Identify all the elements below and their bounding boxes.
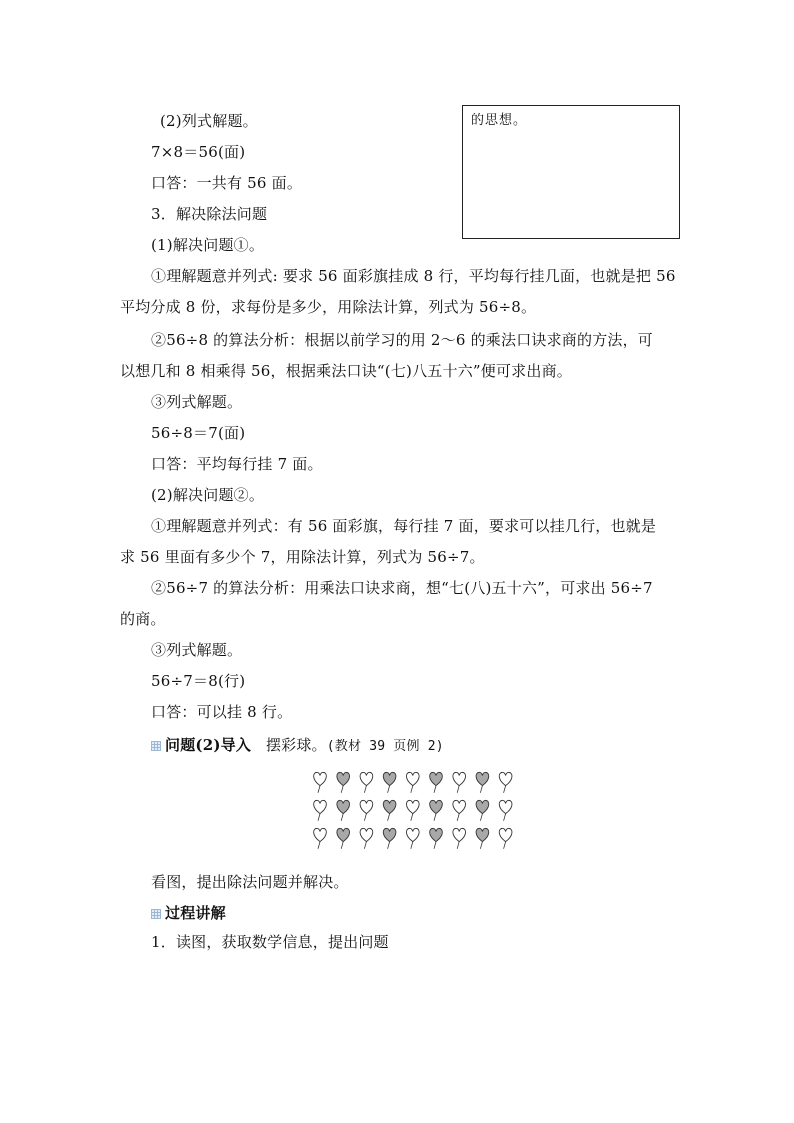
balloon-icon	[453, 828, 466, 848]
balloon-icon	[360, 772, 373, 792]
balloon-icon	[360, 828, 373, 848]
balloon-figure	[308, 768, 520, 854]
balloon-icon	[499, 828, 512, 848]
balloon-icon	[337, 828, 350, 848]
balloon-icon	[430, 800, 443, 820]
text-line: ①理解题意并列式: 要求 56 面彩旗挂成 8 行，平均每行挂几面，也就是把 56	[151, 267, 676, 285]
text-line: 看图，提出除法问题并解决。	[151, 873, 349, 891]
balloon-icon	[476, 772, 489, 792]
balloon-icon	[314, 828, 327, 848]
section-marker-icon	[151, 741, 161, 751]
section-intro-label: 问题(2)导入	[165, 736, 252, 754]
text-line: ③列式解题。	[151, 393, 243, 411]
balloon-icon	[383, 828, 396, 848]
balloon-icon	[383, 772, 396, 792]
process-heading-label: 过程讲解	[165, 904, 226, 922]
section-intro	[151, 735, 444, 757]
text-line: (1)解决问题①。	[151, 236, 265, 254]
text-line: 56÷7＝8(行)	[151, 672, 246, 690]
balloon-icon	[360, 800, 373, 820]
balloon-icon	[406, 800, 419, 820]
text-line: 56÷8＝7(面)	[151, 424, 246, 442]
text-line: 以想几和 8 相乘得 56，根据乘法口诀“(七)八五十六”便可求出商。	[120, 362, 572, 380]
text-line: (2)解决问题②。	[151, 486, 265, 504]
balloon-icon	[314, 800, 327, 820]
text-line: 3．解决除法问题	[151, 205, 268, 223]
balloon-icon	[406, 828, 419, 848]
text-line: 求 56 里面有多少个 7，用除法计算，列式为 56÷7。	[120, 548, 485, 566]
text-line: ②56÷7 的算法分析：用乘法口诀求商，想“七(八)五十六”，可求出 56÷7	[151, 579, 653, 597]
text-line: 口答：可以挂 8 行。	[151, 703, 293, 721]
text-line: ②56÷8 的算法分析：根据以前学习的用 2～6 的乘法口诀求商的方法，可	[151, 331, 653, 349]
text-line: ③列式解题。	[151, 641, 243, 659]
text-line: 的商。	[120, 610, 166, 628]
text-line: 口答：平均每行挂 7 面。	[151, 455, 323, 473]
note-box	[462, 105, 680, 239]
text-line: (2)列式解题。	[160, 112, 258, 130]
balloon-icon	[430, 772, 443, 792]
balloon-icon	[476, 828, 489, 848]
text-line: 1．读图，获取数学信息，提出问题	[151, 933, 389, 951]
text-line: ①理解题意并列式：有 56 面彩旗，每行挂 7 面，要求可以挂几行，也就是	[151, 517, 657, 535]
balloon-icon	[499, 772, 512, 792]
section-marker-icon	[151, 909, 161, 919]
balloon-icon	[499, 800, 512, 820]
text-line: 平均分成 8 份，求每份是多少，用除法计算，列式为 56÷8。	[120, 298, 537, 316]
balloon-icon	[337, 772, 350, 792]
text-line: 口答：一共有 56 面。	[151, 174, 303, 192]
balloon-icon	[476, 800, 489, 820]
balloon-icon	[314, 772, 327, 792]
note-box-text: 的思想。	[471, 113, 528, 128]
section-intro-text: 摆彩球。	[265, 736, 327, 754]
balloon-icon	[383, 800, 396, 820]
balloon-icon	[337, 800, 350, 820]
text-line: 7×8＝56(面)	[151, 143, 246, 161]
balloon-icon	[453, 772, 466, 792]
section-intro-ref: (教材 39 页例 2)	[326, 739, 444, 754]
process-heading	[151, 903, 226, 923]
balloon-icon	[430, 828, 443, 848]
balloon-icon	[453, 800, 466, 820]
balloon-icon	[406, 772, 419, 792]
